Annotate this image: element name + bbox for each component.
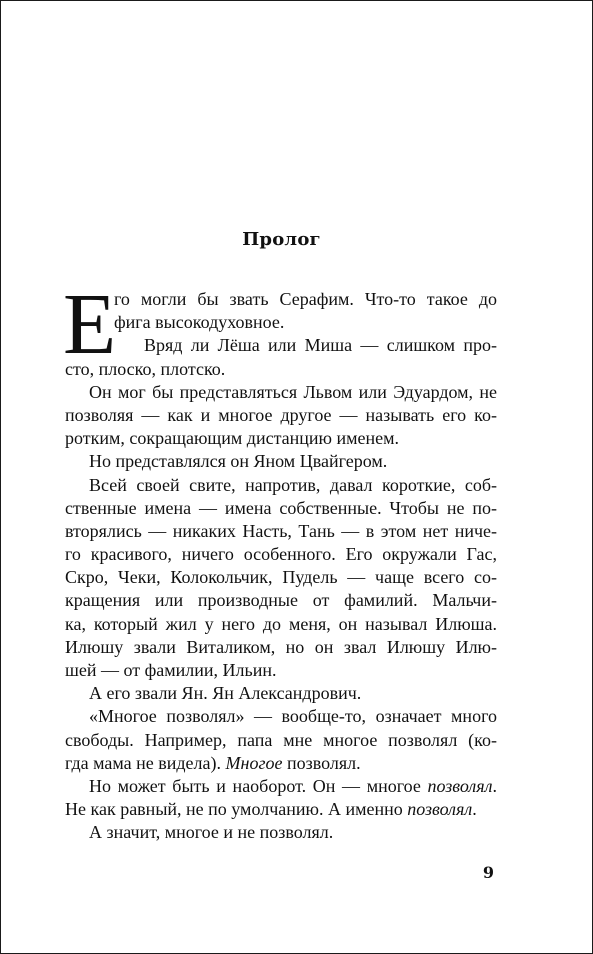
body-text	[63, 275, 497, 845]
chapter-title: Пролог	[242, 229, 321, 250]
text-line	[65, 798, 497, 821]
emphasis-text: Многое	[225, 752, 283, 773]
text-line: А значит, многое и не позволял.	[89, 822, 334, 843]
emphasis-text: позволял	[407, 799, 473, 820]
text-segment: .	[492, 775, 497, 796]
text-line: фига высокодуховное.	[114, 312, 285, 333]
text-line: кращения или производные от фамилий. Мальчи-	[65, 590, 497, 611]
text-line: вторялись — никаких Насть, Тань — в этом нет ниче-	[65, 520, 497, 541]
text-line: сто, плоско, плотско.	[65, 358, 226, 379]
text-line: свободы. Например, папа мне многое позволял (ко-	[65, 729, 497, 750]
text-segment: Не как равный, не по умолчанию. А именно	[65, 799, 408, 820]
text-line: го могли бы звать Серафим. Что-то такое до	[114, 289, 497, 309]
text-line: Вряд ли Лёша или Миша — слишком про-	[144, 335, 497, 356]
text-segment: .	[472, 799, 477, 820]
text-line: позволяя — как и многое другое — называть его ко-	[65, 404, 497, 425]
text-line: шей — от фамилии, Ильин.	[65, 660, 277, 680]
text-segment: Но может быть и наоборот. Он — многое	[89, 775, 428, 796]
text-line: Скро, Чеки, Колокольчик, Пудель — чаще всего со-	[65, 567, 497, 588]
text-line: го красивого, ничего особенного. Его окружали Гас,	[65, 544, 497, 565]
text-line: Илюшу звали Виталиком, но он звал Илюшу Илю-	[65, 636, 497, 657]
text-line: «Многое позволял» — вообще-то, означает много	[89, 706, 497, 727]
text-segment: позволял.	[282, 752, 361, 773]
text-line: Он мог бы представляться Львом или Эдуардом, не	[89, 381, 497, 402]
text-line: ка, который жил у него до меня, он называл Илюша.	[65, 613, 497, 634]
drop-cap: Е	[63, 275, 117, 372]
page-number: 9	[482, 863, 494, 882]
text-line	[65, 752, 497, 775]
text-line: ротким, сокращающим дистанцию именем.	[65, 428, 400, 449]
emphasis-text: позволял	[427, 775, 493, 796]
text-line: Но представлялся он Яном Цвайгером.	[89, 451, 388, 472]
text-line: Всей своей свите, напротив, давал короткие, соб-	[89, 474, 497, 495]
text-line: А его звали Ян. Ян Александрович.	[89, 683, 362, 704]
text-line: ственные имена — имена собственные. Чтобы не по-	[65, 497, 497, 518]
text-segment: гда мама не видела).	[65, 752, 226, 773]
text-line	[65, 775, 497, 798]
